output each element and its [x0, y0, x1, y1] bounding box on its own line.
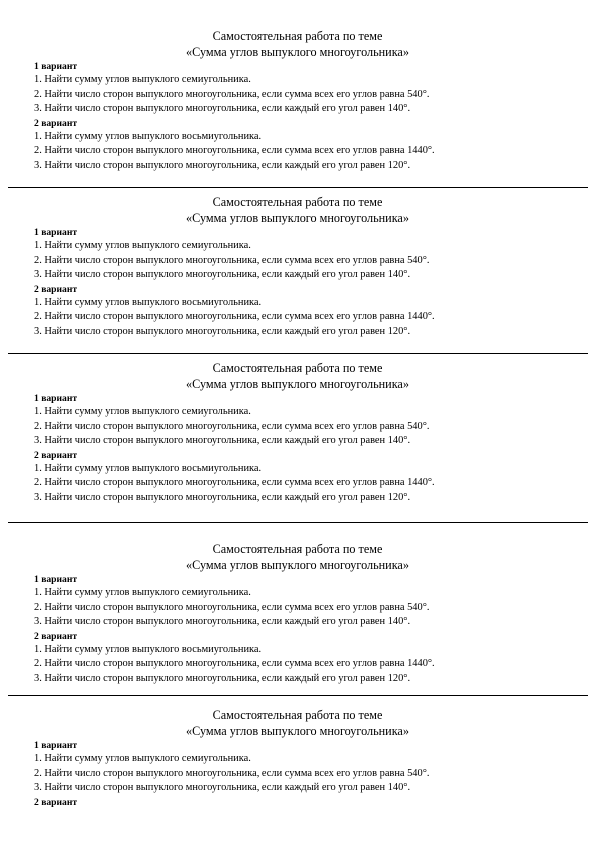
task-line: 3. Найти число сторон выпуклого многоугольника, если каждый его угол равен 140°. [34, 435, 411, 447]
cut-line-separator [8, 522, 588, 523]
task-line: 1. Найти сумму углов выпуклого восьмиугольника. [34, 296, 262, 308]
variant-label: 2 вариант [34, 630, 78, 642]
worksheet-title-line2: «Сумма углов выпуклого многоугольника» [186, 724, 409, 738]
worksheet-title-line2: «Сумма углов выпуклого многоугольника» [186, 558, 409, 572]
worksheet-title-line1: Самостоятельная работа по теме [212, 708, 383, 722]
worksheet-title-line1: Самостоятельная работа по теме [212, 29, 383, 43]
task-line: 2. Найти число сторон выпуклого многоугольника, если сумма всех его углов равна 540°. [34, 767, 430, 779]
worksheet-2 [0, 194, 595, 340]
worksheet-3 [0, 360, 595, 506]
worksheet-title-line2: «Сумма углов выпуклого многоугольника» [186, 211, 409, 225]
variant-label: 1 вариант [34, 393, 78, 404]
task-line: 3. Найти число сторон выпуклого многоугольника, если каждый его угол равен 120°. [34, 491, 411, 503]
variant-label: 1 вариант [34, 574, 78, 585]
worksheet-title-line1: Самостоятельная работа по теме [212, 542, 383, 556]
cut-line-separator [8, 353, 588, 354]
task-line: 2. Найти число сторон выпуклого многоугольника, если сумма всех его углов равна 540°. [34, 601, 430, 613]
task-line: 1. Найти сумму углов выпуклого восьмиугольника. [34, 643, 262, 655]
task-line: 1. Найти сумму углов выпуклого семиугольника. [34, 587, 251, 598]
variant-label: 2 вариант [34, 449, 78, 461]
worksheet-1 [0, 28, 595, 174]
worksheet-5 [0, 707, 595, 809]
task-line: 2. Найти число сторон выпуклого многоугольника, если сумма всех его углов равна 1440°. [34, 311, 435, 323]
worksheet-title-line2: «Сумма углов выпуклого многоугольника» [186, 45, 409, 59]
task-line: 3. Найти число сторон выпуклого многоугольника, если каждый его угол равен 120°. [34, 325, 411, 337]
task-line: 1. Найти сумму углов выпуклого семиугольника. [34, 406, 251, 417]
task-line: 2. Найти число сторон выпуклого многоугольника, если сумма всех его углов равна 1440°. [34, 658, 435, 670]
task-line: 2. Найти число сторон выпуклого многоугольника, если сумма всех его углов равна 540°. [34, 88, 430, 100]
variant-label: 1 вариант [34, 61, 78, 72]
task-line: 2. Найти число сторон выпуклого многоугольника, если сумма всех его углов равна 1440°. [34, 477, 435, 489]
task-line: 3. Найти число сторон выпуклого многоугольника, если каждый его угол равен 120°. [34, 672, 411, 684]
worksheet-title-line2: «Сумма углов выпуклого многоугольника» [186, 377, 409, 391]
task-line: 3. Найти число сторон выпуклого многоугольника, если каждый его угол равен 140°. [34, 269, 411, 281]
task-line: 3. Найти число сторон выпуклого многоугольника, если каждый его угол равен 140°. [34, 103, 411, 115]
task-line: 3. Найти число сторон выпуклого многоугольника, если каждый его угол равен 140°. [34, 616, 411, 628]
worksheet-title-line1: Самостоятельная работа по теме [212, 361, 383, 375]
task-line: 1. Найти сумму углов выпуклого восьмиугольника. [34, 462, 262, 474]
task-line: 2. Найти число сторон выпуклого многоугольника, если сумма всех его углов равна 540°. [34, 254, 430, 266]
task-line: 1. Найти сумму углов выпуклого восьмиугольника. [34, 130, 262, 142]
task-line: 3. Найти число сторон выпуклого многоугольника, если каждый его угол равен 120°. [34, 159, 411, 171]
task-line: 1. Найти сумму углов выпуклого семиугольника. [34, 240, 251, 251]
variant-label: 2 вариант [34, 283, 78, 295]
task-line: 1. Найти сумму углов выпуклого семиугольника. [34, 74, 251, 85]
cut-line-separator [8, 695, 588, 696]
task-line: 2. Найти число сторон выпуклого многоугольника, если сумма всех его углов равна 540°. [34, 420, 430, 432]
variant-label: 1 вариант [34, 740, 78, 751]
worksheet-title-line1: Самостоятельная работа по теме [212, 195, 383, 209]
variant-label: 2 вариант [34, 796, 78, 808]
task-line: 1. Найти сумму углов выпуклого семиугольника. [34, 753, 251, 764]
variant-label: 2 вариант [34, 117, 78, 129]
cut-line-separator [8, 187, 588, 188]
task-line: 3. Найти число сторон выпуклого многоугольника, если каждый его угол равен 140°. [34, 782, 411, 794]
task-line: 2. Найти число сторон выпуклого многоугольника, если сумма всех его углов равна 1440°. [34, 145, 435, 157]
worksheet-4 [0, 541, 595, 687]
variant-label: 1 вариант [34, 227, 78, 238]
